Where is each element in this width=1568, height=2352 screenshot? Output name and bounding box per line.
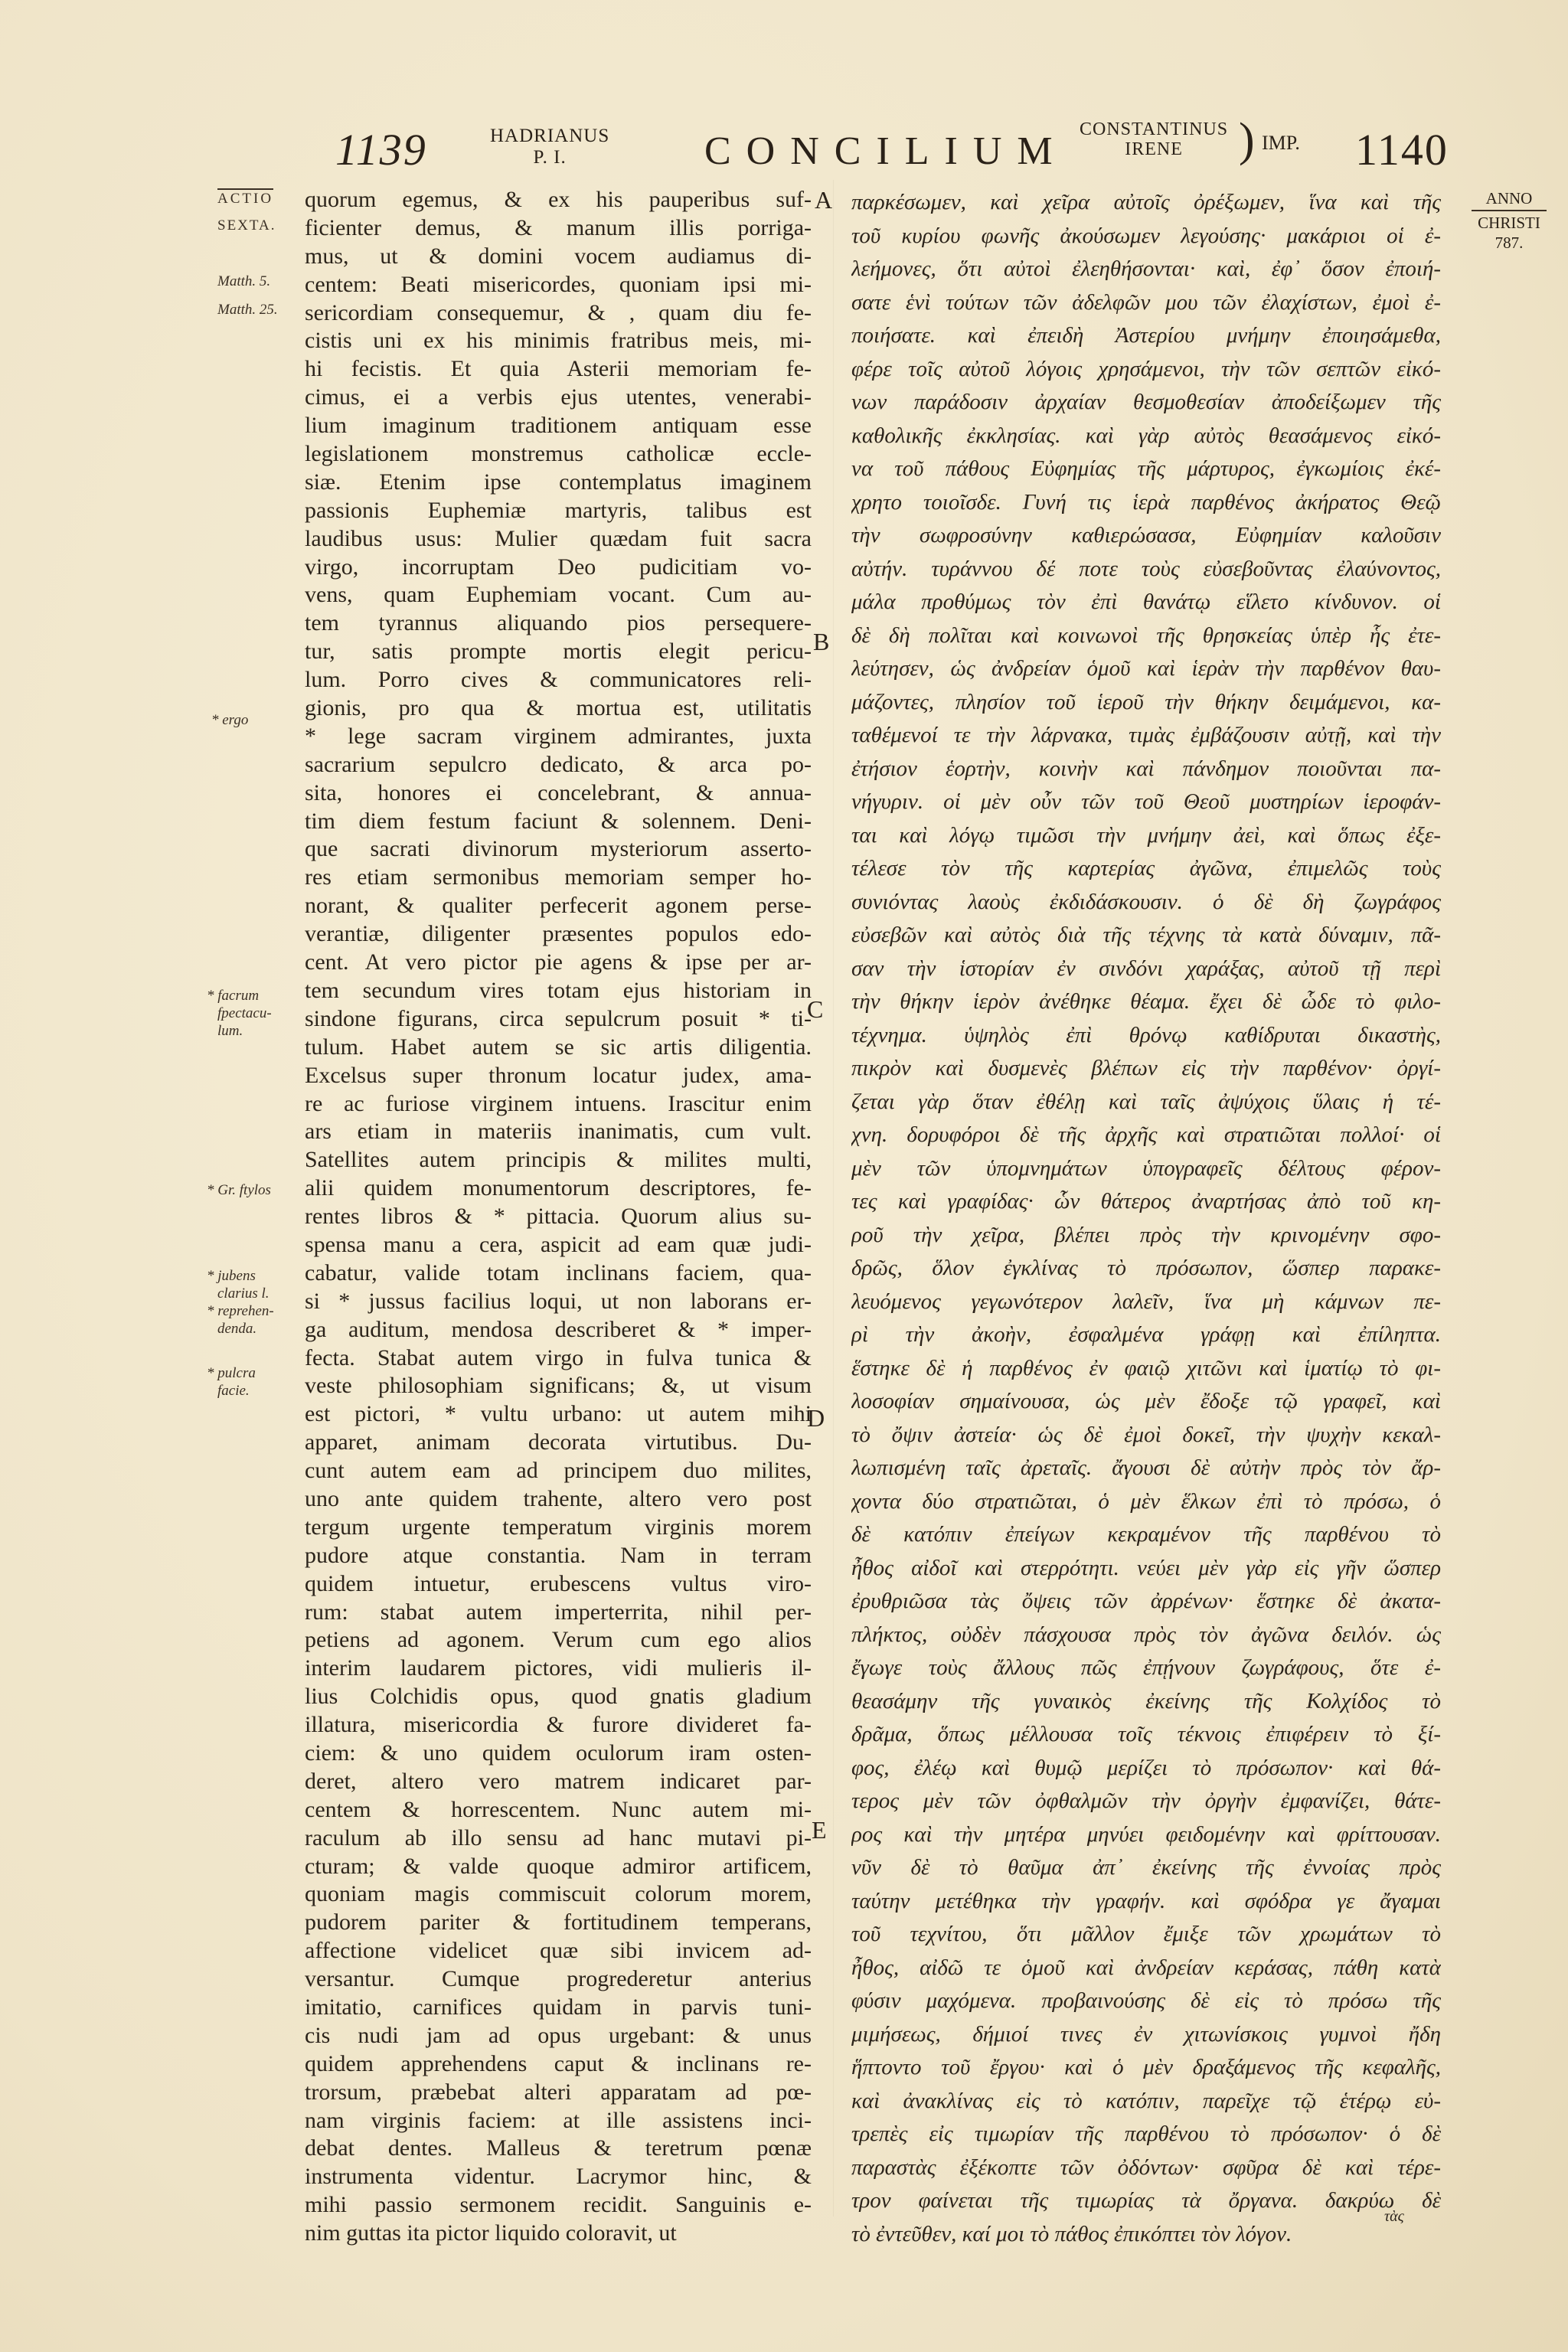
margin-note-matth5: Matth. 5. (217, 273, 271, 289)
latin-text-line: cturam; & valde quoque admiror artificem, (305, 1853, 812, 1879)
anno-christi-note (1467, 188, 1551, 253)
latin-text-line: uno ante quidem trahente, altero vero post (305, 1485, 812, 1511)
margin-note-clarius: clarius l. (217, 1285, 270, 1302)
latin-text-line: vens, quam Euphemiam vocant. Cum au- (305, 582, 812, 608)
latin-text-line: laudibus usus: Mulier quædam fuit sacra (305, 525, 812, 551)
latin-text-line: raculum ab illo sensu ad hanc mutavi pi- (305, 1824, 812, 1851)
greek-text-line: ροῦ τὴν χεῖρα, βλέπει πρὸς τὴν κρινομένην σφο- (851, 1222, 1441, 1247)
latin-text-line: imitatio, carnifices quidam in parvis tuni- (305, 1994, 812, 2020)
latin-text-line: ga auditum, mendosa describeret & * imper- (305, 1316, 812, 1342)
margin-note-fpectacu: fpectacu- (217, 1005, 272, 1021)
greek-text-line: νήγυριν. οἱ μὲν οὖν τῶν τοῦ Θεοῦ μυστηρίων ἱεροφάν- (851, 789, 1441, 814)
greek-text-line: ἦθος αἰδοῖ καὶ στερρότητι. νεύει μὲν γὰρ εἰς γῆν ὥσπερ (851, 1555, 1441, 1580)
latin-text-line: fecta. Stabat autem virgo in fulva tunica & (305, 1344, 812, 1370)
greek-text-line: λεύτησεν, ὡς ἀνδρείαν ὁμοῦ καὶ ἱερὰν τὴν παρθένον θαυ- (851, 656, 1441, 681)
margin-note-jubens: * jubens (207, 1268, 256, 1284)
running-head-emperors (1080, 119, 1228, 159)
greek-text-line: τοῦ κυρίου φωνῆς ἀκούσωμεν λεγούσης· μακάριοι οἱ ἐ- (851, 223, 1441, 248)
latin-text-line: tem secundum vires totam ejus historiam in (305, 977, 812, 1003)
latin-text-line: Satellites autem principis & milites multi, (305, 1147, 812, 1173)
running-head-imp: IMP. (1262, 132, 1300, 154)
greek-text-line: ποιήσατε. καὶ ἐπειδὴ Ἀστερίου μνήμην ἐποιησάμεθα, (851, 323, 1441, 348)
latin-text-line: cent. At vero pictor pie agens & ipse per ar- (305, 949, 812, 975)
greek-text-line: ταύτην μετέθηκα τὴν γραφήν. καὶ σφόδρα γε ἄγαμαι (851, 1888, 1441, 1913)
latin-text-line: ficienter demus, & manum illis porriga- (305, 214, 812, 240)
latin-text-line: pudore atque constantia. Nam in terram (305, 1542, 812, 1568)
latin-text-line: trorsum, præbebat alteri apparatam ad pœ- (305, 2079, 812, 2105)
latin-text-line: virgo, incorruptam Deo pudicitiam vo- (305, 554, 812, 580)
latin-text-line: deret, altero vero matrem indicaret par- (305, 1768, 812, 1794)
greek-text-line: τὴν θήκην ἱερὸν ἀνέθηκε θέαμα. ἔχει δὲ ὧδε τὸ φιλο- (851, 989, 1441, 1014)
greek-text-line: τέλεσε τὸν τῆς καρτερίας ἀγῶνα, ἐπιμελῶς τοὺς (851, 856, 1441, 880)
latin-text-line: apparet, animam decorata virtutibus. Du- (305, 1429, 812, 1455)
greek-text-line: παρκέσωμεν, καὶ χεῖρα αὐτοῖς ὀρέξωμεν, ἵνα καὶ τῆς (851, 190, 1441, 214)
greek-text-line: ρος καὶ τὴν μητέρα μηνύει φειδομένην καὶ φρίττουσαν. (851, 1821, 1441, 1847)
latin-text-line: tim diem festum faciunt & solennem. Deni- (305, 808, 812, 834)
greek-text-line: δὲ κατόπιν ἐπείγων κεκραμένον τῆς παρθένου τὸ (851, 1522, 1441, 1547)
latin-text-line: est pictori, * vultu urbano: ut autem mihi (305, 1401, 812, 1427)
latin-text-line: cabatur, valide totam inclinans faciem, qua- (305, 1259, 812, 1285)
latin-text-line: sacrarium sepulcro dedicato, & arca po- (305, 751, 812, 777)
latin-text-line: tulum. Habet autem se sic artis diligentia. (305, 1034, 812, 1060)
greek-text-line: καὶ ἀνακλίνας εἰς τὸ κατόπιν, παρεῖχε τῷ ἑτέρῳ εὐ- (851, 2088, 1441, 2113)
greek-text-line: δρῶς, ὅλον ἐγκλίνας τὸ πρόσωπον, ὥσπερ παρακε- (851, 1256, 1441, 1280)
margin-note-actio: ACTIO (217, 188, 273, 207)
running-head-pope-number: P. I. (533, 147, 567, 168)
column-gutter (833, 180, 834, 2216)
margin-note-reprehen: * reprehen- (207, 1303, 274, 1319)
greek-text-line: λοσοφίαν σημαίνουσα, ὡς μὲν ἔδοξε τῷ γραφεῖ, καὶ (851, 1389, 1441, 1413)
greek-text-line: παραστὰς ἐξέκοπτε τῶν ὀδόντων· σφῦρα δὲ καὶ τέρε- (851, 2154, 1441, 2180)
latin-text-line: cunt autem eam ad principem duo milites, (305, 1458, 812, 1484)
greek-text-line: τὸ ἐντεῦθεν, καί μοι τὸ πάθος ἐπικόπτει τὸν λόγον. (851, 2221, 1292, 2246)
latin-text-line: centem & horrescentem. Nunc autem mi- (305, 1796, 812, 1822)
margin-note-facrum: * facrum (207, 988, 260, 1004)
greek-text-line: ἕστηκε δὲ ἡ παρθένος ἐν φαιῷ χιτῶνι καὶ ἱματίῳ τὸ φι- (851, 1355, 1441, 1380)
latin-text-line: Excelsus super thronum locatur judex, ama- (305, 1062, 812, 1088)
section-letter-a: A (815, 186, 833, 214)
latin-text-line: lium imaginum traditionem antiquam esse (305, 413, 812, 439)
latin-text-line: cis nudi jam ad opus urgebant: & unus (305, 2022, 812, 2048)
latin-text-line: nam virginis faciem: at ille assistens inci- (305, 2107, 812, 2133)
greek-text-line: νῦν δὲ τὸ θαῦμα ἀπ᾽ ἐκείνης τῆς ἐννοίας πρὸς (851, 1855, 1441, 1880)
latin-text-line: instrumenta videntur. Lacrymor hinc, & (305, 2164, 812, 2190)
latin-text-line: quidem apprehendens caput & inclinans re- (305, 2050, 812, 2076)
section-letter-e: E (812, 1816, 827, 1844)
greek-text-line: λευόμενος γεγωνότερον λαλεῖν, ἵνα μὴ κάμνων πε- (851, 1289, 1441, 1314)
latin-text-line: lius Colchidis opus, quod gnatis gladium (305, 1684, 812, 1710)
latin-text-line: debat dentes. Malleus & teretrum pœnæ (305, 2135, 812, 2161)
latin-column (305, 186, 812, 2248)
margin-note-matth25: Matth. 25. (217, 302, 278, 318)
greek-text-line: τέχνημα. ὑψηλὸς ἐπὶ θρόνῳ καθίδρυται δικαστὴς, (851, 1022, 1441, 1047)
latin-text-line: si * jussus facilius loqui, ut non laborans er- (305, 1288, 812, 1314)
margin-note-sexta: SEXTA. (217, 217, 276, 234)
latin-text-line: quoniam magis commiscuit colorum morem, (305, 1881, 812, 1907)
header-brace: ) (1239, 114, 1255, 166)
latin-text-line: mihi passio sermonem recidit. Sanguinis e- (305, 2192, 812, 2218)
latin-text-line: quidem intuetur, erubescens vultus viro- (305, 1570, 812, 1596)
latin-text-line: centem: Beati misericordes, quoniam ipsi mi- (305, 271, 812, 297)
greek-text-line: λεήμονες, ὅτι αὐτοὶ ἐλεηθήσονται· καὶ, ἐφ᾽ ὅσον ἐποιή- (851, 256, 1441, 281)
greek-text-line: ἐτήσιον ἑορτὴν, κοινὴν καὶ πάνδημον ποιοῦνται πα- (851, 756, 1441, 781)
latin-text-line: norant, & qualiter perfecerit agonem perse- (305, 893, 812, 919)
greek-text-line: ἔγωγε τοὺς ἄλλους πῶς ἐπῄνουν ζωγράφους, ὅτε ἐ- (851, 1655, 1441, 1680)
greek-text-line: μάζοντες, πλησίον τοῦ ἱεροῦ τὴν θήκην δειμάμενοι, κα- (851, 689, 1441, 714)
greek-text-line: καθολικῆς ἐκκλησίας. καὶ γὰρ αὐτὸς θεασάμενος εἰκό- (851, 423, 1441, 448)
anno-rule (1472, 210, 1547, 211)
greek-text-line: ζεται γὰρ ὅταν ἐθέλῃ καὶ ταῖς ἀψύχοις ὕλαις ἡ τέ- (851, 1089, 1441, 1114)
latin-text-line: spensa manu a cera, aspicit ad eam quæ judi- (305, 1231, 812, 1257)
greek-text-line: συνιόντας λαοὺς ἐκδιδάσκουσιν. ὁ δὲ δὴ ζωγράφος (851, 889, 1441, 914)
margin-note-lum: lum. (217, 1023, 243, 1039)
running-head-pope (490, 126, 609, 168)
latin-text-line: petiens ad agonem. Verum cum ego alios (305, 1627, 812, 1653)
section-letter-c: C (807, 995, 824, 1023)
latin-text-line: veste philosophiam significans; &, ut visum (305, 1373, 812, 1399)
latin-text-line: passionis Euphemiæ martyris, talibus est (305, 497, 812, 523)
latin-text-line: quorum egemus, & ex his pauperibus suf- (305, 187, 812, 212)
latin-text-line: siæ. Etenim ipse contemplatus imaginem (305, 469, 812, 495)
greek-text-line: ἥπτοντο τοῦ ἔργου· καὶ ὁ μὲν δραξάμενος τῆς κεφαλῆς, (851, 2055, 1441, 2079)
page-number-left: 1139 (335, 125, 427, 175)
latin-text-line: rum: stabat autem imperterrita, nihil per- (305, 1599, 812, 1625)
latin-text-line: ciem: & uno quidem oculorum iram osten- (305, 1740, 812, 1766)
latin-text-line: illatura, misericordia & furore divideret fa- (305, 1712, 812, 1738)
running-head-pope-name: HADRIANUS (490, 126, 610, 146)
greek-text-line: τρον φαίνεται τῆς τιμωρίας τὰ ὄργανα. δακρύω δὲ (851, 2188, 1441, 2213)
running-head-emperor-2: IRENE (1125, 139, 1183, 159)
greek-text-line: θεασάμην τῆς γυναικὸς ἐκείνης τῆς Κολχίδος τὸ (851, 1688, 1441, 1713)
latin-text-line: sericordiam consequemur, & , quam diu fe- (305, 299, 812, 325)
greek-text-line: μὲν τῶν ὑπομνημάτων ὑπογραφεῖς δέλτους φέρον- (851, 1155, 1441, 1181)
page-number-right: 1140 (1355, 125, 1449, 175)
greek-text-line: σαν τὴν ἱστορίαν ἐν σινδόνι χαράξας, αὐτοῦ τῇ περὶ (851, 956, 1441, 981)
greek-text-line: τρεπὲς εἰς τιμωρίαν τῆς παρθένου τὸ πρόσωπον· ὁ δὲ (851, 2122, 1441, 2146)
running-head-emperor-1: CONSTANTINUS (1080, 119, 1229, 139)
greek-text-line: τερος μὲν τῶν ὀφθαλμῶν τὴν ὀργὴν ἐμφανίζει, θάτε- (851, 1788, 1441, 1813)
margin-note-ergo: * ergo (211, 712, 249, 728)
latin-text-line: cistis uni ex his minimis fratribus meis, mi- (305, 328, 812, 354)
greek-text-line: φος, ἐλέῳ καὶ θυμῷ μερίζει τὸ πρόσωπον· καὶ θά- (851, 1755, 1441, 1780)
greek-text-line: να τοῦ πάθους Εὐφημίας τῆς μάρτυρος, ἐγκωμίοις ἐκέ- (851, 456, 1441, 481)
greek-text-line: μιμήσεως, δήμιοί τινες ἐν χιτωνίσκοις γυμνοὶ ἤδη (851, 2021, 1441, 2047)
margin-note-facie: facie. (217, 1383, 250, 1399)
latin-text-line: re ac furiose virginem intuens. Irascitur enim (305, 1090, 812, 1116)
greek-text-line: τὸ ὄψιν ἀστεία· ὡς δὲ ἐμοὶ δοκεῖ, τὴν ψυχὴν κεκαλ- (851, 1422, 1441, 1447)
latin-text-line: verantiæ, diligenter præsentes populos edo- (305, 921, 812, 947)
greek-text-line: δρᾶμα, ὅπως μέλλουσα τοῖς τέκνοις ἐπιφέρειν τὸ ξί- (851, 1722, 1441, 1746)
anno-label: ANNO (1485, 189, 1533, 207)
anno-year: 787. (1494, 234, 1524, 252)
greek-column (851, 186, 1441, 2251)
margin-note-pulcra: * pulcra (207, 1365, 256, 1381)
latin-text-line: * lege sacram virginem admirantes, juxta (305, 723, 812, 749)
latin-text-line: lum. Porro cives & communicatores reli- (305, 667, 812, 693)
greek-text-line: ἦθος, αἰδῶ τε ὁμοῦ καὶ ἀνδρείαν κεράσας, πάθη κατὰ (851, 1955, 1441, 1980)
greek-text-line: δὲ δὴ πολῖται καὶ κοινωνοὶ τῆς θρησκείας ὑπὲρ ἧς ἐτε- (851, 622, 1441, 648)
greek-text-line: ρὶ τὴν ἀκοὴν, ἐσφαλμένα γράφῃ καὶ ἐπίληπτα. (851, 1322, 1441, 1347)
greek-text-line: χοντα δύο στρατιῶται, ὁ μὲν ἕλκων ἐπὶ τὸ πρόσω, ὁ (851, 1488, 1441, 1514)
latin-text-line: nim guttas ita pictor liquido coloravit, ut (305, 2220, 677, 2246)
greek-text-line: εὐσεβῶν καὶ αὐτὸς διὰ τῆς τέχνης τὰ κατὰ δύναμιν, πᾶ- (851, 923, 1441, 947)
greek-text-line: τὴν σωφροσύνην καθιερώσασα, Εὐφημίαν καλοῦσιν (851, 523, 1441, 547)
greek-text-line: νων παράδοσιν ἀρχαίαν θεσμοθεσίαν ἀποδείξωμεν τῆς (851, 390, 1441, 414)
latin-text-line: ars etiam in materiis inanimatis, cum vult. (305, 1119, 812, 1145)
latin-text-line: tem tyrannus aliquando pios persequere- (305, 610, 812, 636)
christi-label: CHRISTI (1478, 214, 1540, 232)
greek-text-line: ἐρυθριῶσα τὰς ὄψεις τῶν ἀρρένων· ἕστηκε δὲ ἀκατα- (851, 1589, 1441, 1613)
greek-text-line: χρητο τοιοῖσδε. Γυνή τις ἱερὰ παρθένος ἀκήρατος Θεῷ (851, 489, 1441, 514)
latin-text-line: legislationem monstremus catholicæ eccle- (305, 441, 812, 467)
catchword: τὰς (1384, 2208, 1404, 2225)
latin-text-line: sita, honores ei concelebrant, & annua- (305, 779, 812, 805)
greek-text-line: ται καὶ λόγῳ τιμῶσι τὴν μνήμην ἀεὶ, καὶ ὅπως ἐξε- (851, 822, 1441, 848)
running-title: CONCILIUM (704, 129, 1068, 173)
greek-text-line: πικρὸν καὶ δυσμενὲς βλέπων εἰς τὴν παρθένον· ὀργί- (851, 1056, 1441, 1080)
latin-text-line: hi fecistis. Et quia Asterii memoriam fe- (305, 356, 812, 382)
greek-text-line: φέρε τοῖς αὐτοῦ λόγοις χρησάμενοι, τὴν τῶν σεπτῶν εἰκό- (851, 356, 1441, 381)
greek-text-line: αὐτήν. τυράννου δέ ποτε τοὺς εὐσεβοῦντας ἐλαύνοντος, (851, 556, 1441, 581)
margin-note-denda: denda. (217, 1321, 257, 1337)
section-letter-b: B (813, 628, 830, 655)
latin-text-line: res etiam sermonibus memoriam semper ho- (305, 864, 812, 890)
greek-text-line: λωπισμένη ταῖς ἀρεταῖς. ἄγουσι δὲ αὐτὴν πρὸς τὸν ἄρ- (851, 1455, 1441, 1480)
latin-text-line: cimus, ei a verbis ejus utentes, venerabi- (305, 384, 812, 410)
latin-text-line: interim laudarem pictores, vidi mulieris il- (305, 1655, 812, 1681)
greek-text-line: μάλα προθύμως τὸν ἐπὶ θανάτῳ εἵλετο κίνδυνον. οἱ (851, 590, 1441, 614)
latin-text-line: mus, ut & domini vocem audiamus di- (305, 243, 812, 269)
greek-text-line: τες καὶ γραφίδας· ὧν θάτερος ἀναρτήσας ἀπὸ τοῦ κη- (851, 1189, 1441, 1214)
latin-text-line: pudorem pariter & fortitudinem temperans, (305, 1909, 812, 1936)
latin-text-line: tergum urgente temperatum virginis morem (305, 1514, 812, 1540)
section-letter-d: D (807, 1404, 825, 1432)
margin-note-gr-ftylos: * Gr. ftylos (207, 1182, 271, 1198)
latin-text-line: sindone figurans, circa sepulcrum posuit * ti- (305, 1005, 812, 1031)
latin-text-line: rentes libros & * pittacia. Quorum alius su- (305, 1204, 812, 1230)
greek-text-line: φύσιν μαχόμενα. προβαινούσης δὲ εἰς τὸ πρόσω τῆς (851, 1988, 1441, 2013)
greek-text-line: σατε ἑνὶ τούτων τῶν ἀδελφῶν μου τῶν ἐλαχίστων, ἐμοὶ ἐ- (851, 289, 1441, 315)
greek-text-line: πλήκτος, οὐδὲν πάσχουσα πρὸς τὸν ἀγῶνα δειλόν. ὡς (851, 1622, 1441, 1647)
greek-text-line: χνη. δορυφόροι δὲ τῆς ἀρχῆς καὶ στρατιῶται πολλοί· οἱ (851, 1122, 1441, 1147)
latin-text-line: tur, satis prompte mortis elegit pericu- (305, 639, 812, 665)
latin-text-line: gionis, pro qua & mortua est, utilitatis (305, 695, 812, 721)
latin-text-line: alii quidem monumentorum descriptores, fe- (305, 1175, 812, 1201)
latin-text-line: que sacrati divinorum mysteriorum asserto- (305, 836, 812, 862)
greek-text-line: ταθέμενοί τε τὴν λάρνακα, τιμὰς ἐμβάζουσιν αὐτῇ, καὶ τὴν (851, 723, 1441, 747)
greek-text-line: τοῦ τεχνίτου, ὅτι μᾶλλον ἔμιξε τῶν χρωμάτων τὸ (851, 1922, 1441, 1946)
latin-text-line: affectione videlicet quæ sibi invicem ad- (305, 1938, 812, 1964)
latin-text-line: versantur. Cumque progrederetur anterius (305, 1966, 812, 1992)
